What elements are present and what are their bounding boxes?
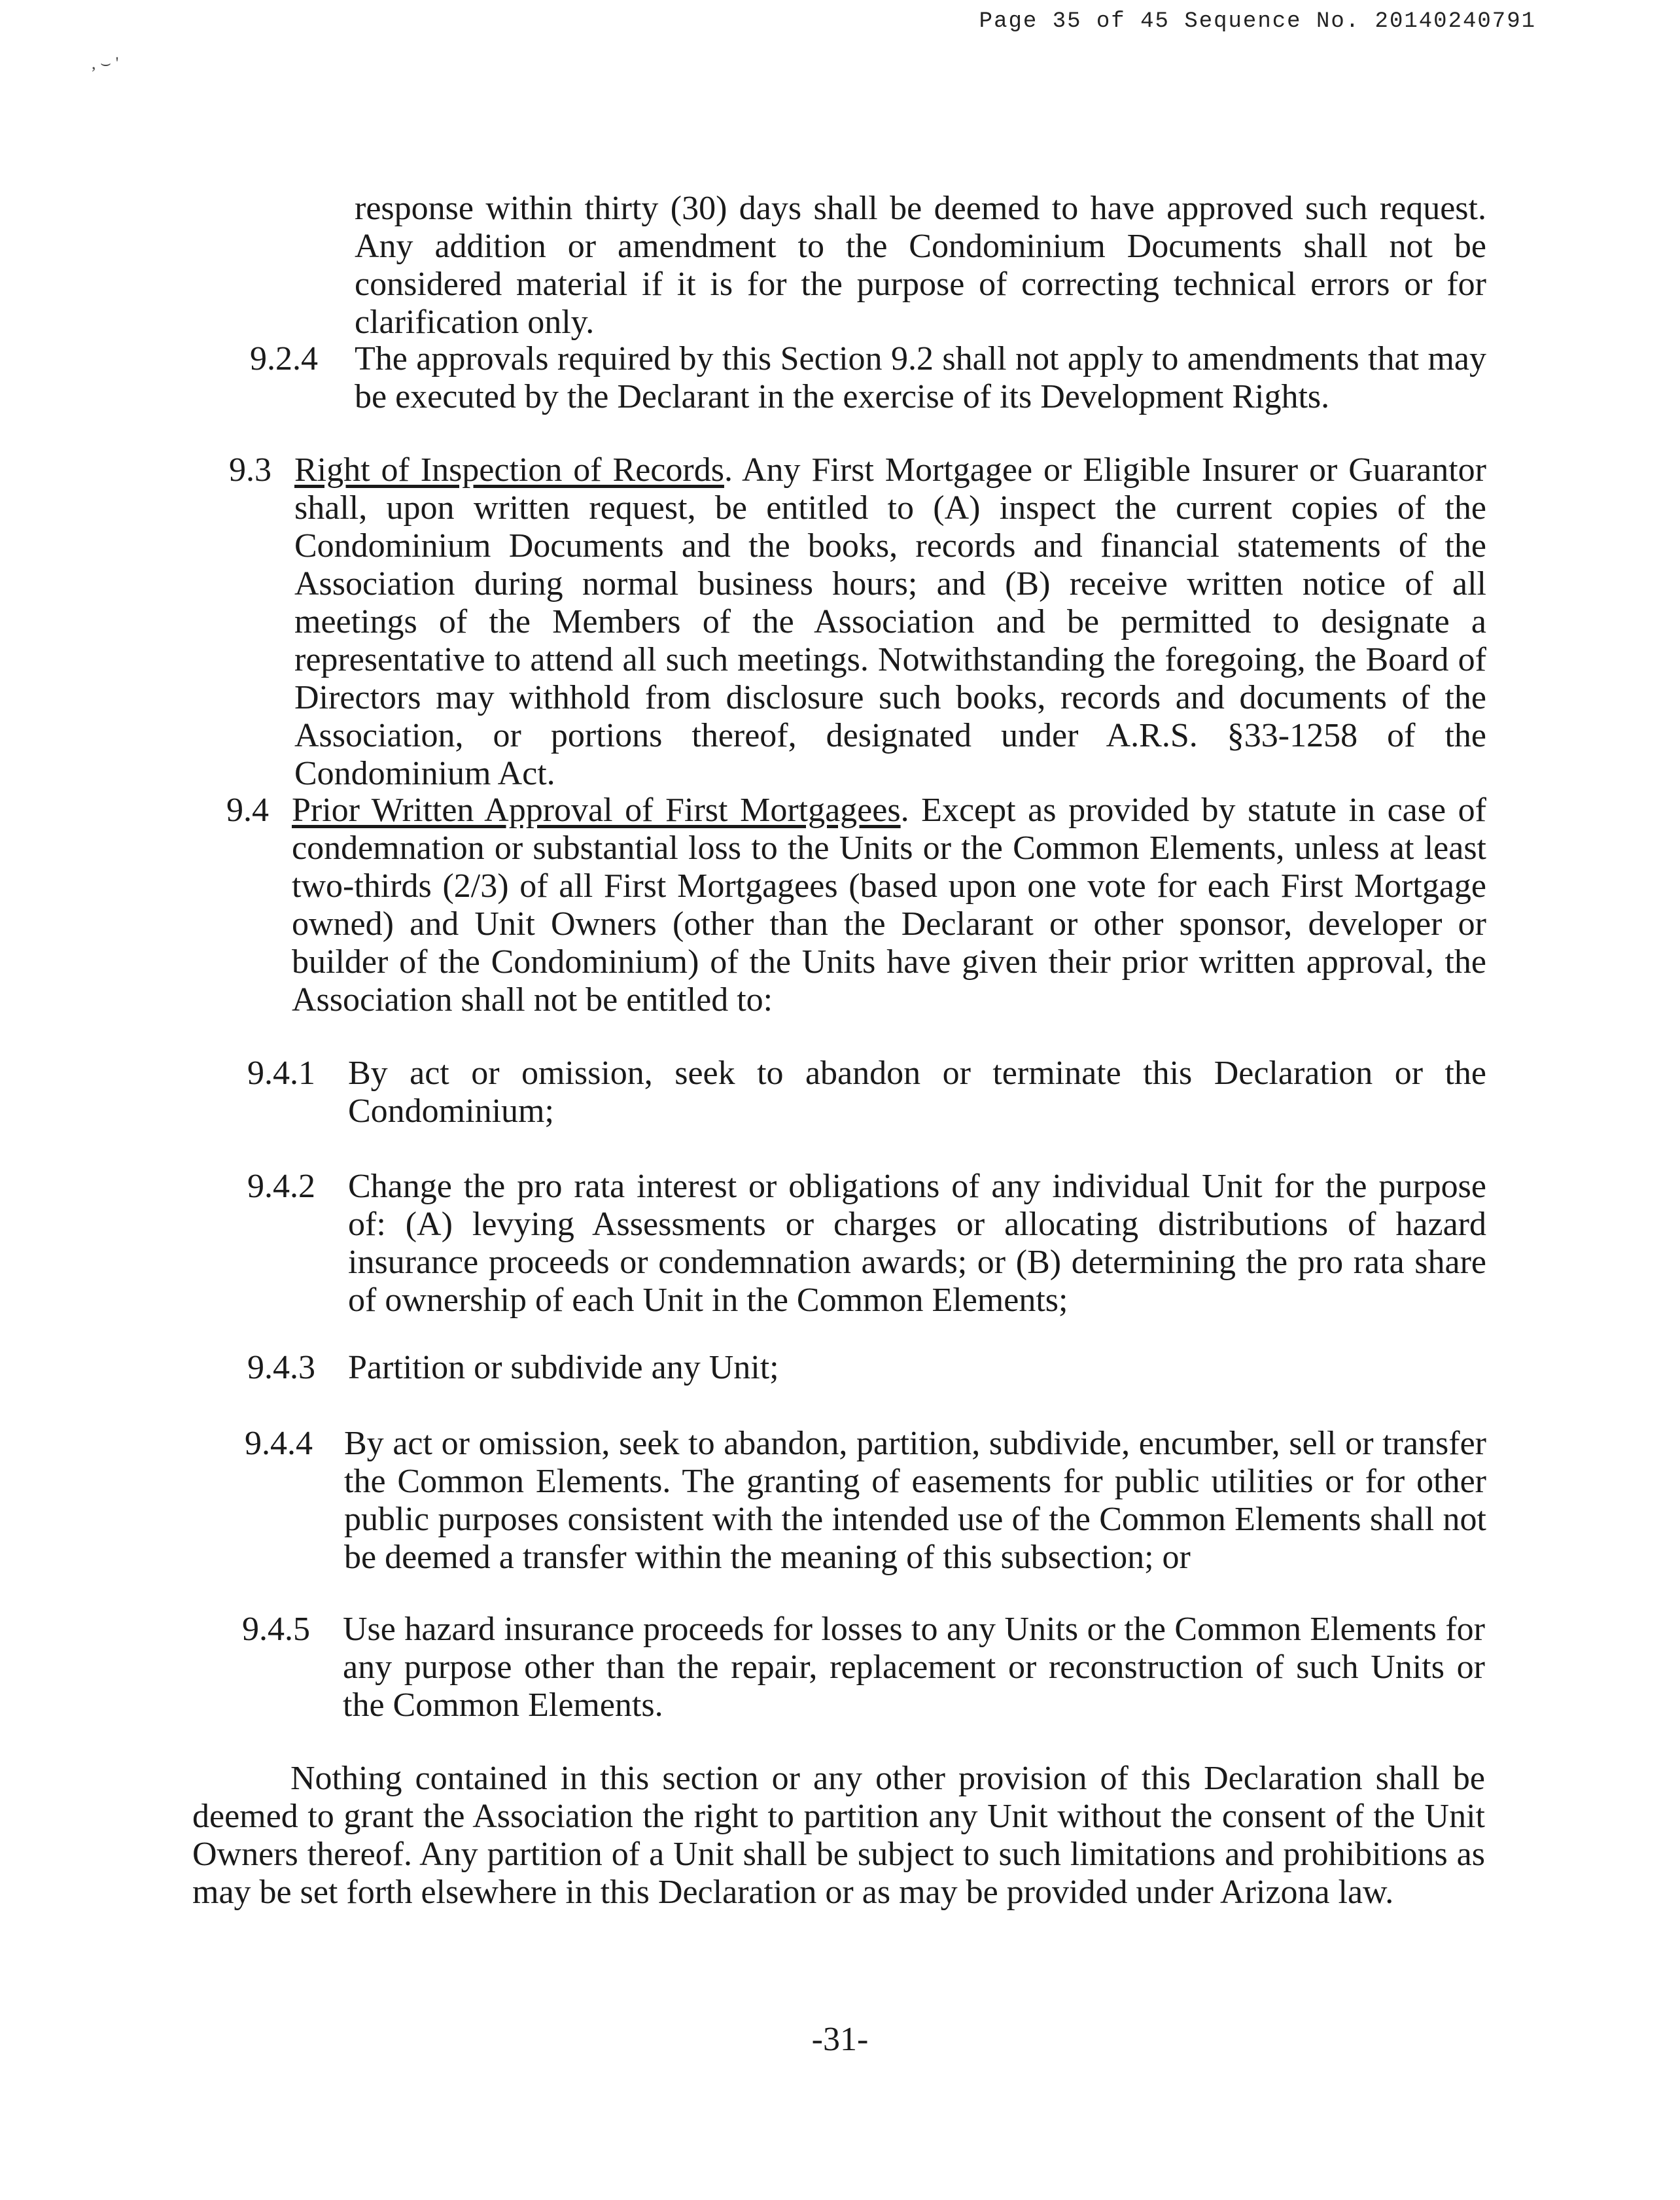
- section-number-9-3: 9.3: [229, 451, 271, 489]
- section-number-9-4: 9.4: [226, 792, 269, 829]
- section-9-3-body: Any First Mortgagee or Eligible Insurer or Guarantor shall, upon written request, be entitled to (A) inspect the current copies of the Condominium Documents and the books, records and financial statements of the Association during normal business hours; and (B) receive written notice of all meetings of the Members of the Association and be permitted to designate a representative to attend all such meetings. Notwithstanding the foregoing, the Board of Directors may withhold from disclosure such books, records and documents of the Association, or portions thereof, designated under A.R.S. §33-1258 of the Condominium Act.: [294, 451, 1486, 792]
- section-number-9-2-4: 9.2.4: [250, 340, 318, 377]
- section-number-9-4-1: 9.4.1: [247, 1055, 315, 1092]
- continuation-paragraph: [355, 190, 1486, 341]
- section-9-4-text: [292, 792, 1486, 1019]
- section-9-4-3-text: [348, 1349, 1486, 1387]
- page-sequence-header: Page 35 of 45 Sequence No. 20140240791: [979, 9, 1536, 34]
- section-9-4-4-text: [344, 1425, 1486, 1577]
- section-9-4-1-text: [348, 1055, 1486, 1130]
- scan-marks: , ⌣ ': [92, 54, 119, 73]
- closing-text: Nothing contained in this section or any other provision of this Declaration shall be deemed to grant the Association the right to partition any Unit without the consent of the Unit Owners thereof. Any partition of a Unit shall be subject to such limitations and prohibitions as may be set forth elsewhere in this Declaration or as may be provided under Arizona law.: [192, 1760, 1485, 1911]
- section-9-2-4-body: The approvals required by this Section 9.2 shall not apply to amendments that may be executed by the Declarant in the exercise of its Development Rights.: [355, 340, 1486, 415]
- closing-paragraph: [192, 1760, 1485, 1912]
- section-9-3-title-suffix: .: [724, 451, 733, 489]
- section-9-4-5-text: [343, 1611, 1485, 1724]
- section-9-4-title-suffix: .: [900, 792, 909, 829]
- section-number-9-4-5: 9.4.5: [242, 1611, 310, 1648]
- section-9-4-body: Except as provided by statute in case of condemnation or substantial loss to the Units or the Common Elements, unless at least two-thirds (2/3) of all First Mortgagees (based upon one vote for each First Mortgage owned) and Unit Owners (other than the Declarant or other sponsor, developer or builder of the Condominium) of the Units have given their prior written approval, the Association shall not be entitled to:: [292, 792, 1486, 1019]
- section-9-4-2-body: Change the pro rata interest or obligations of any individual Unit for the purpose of: (A) levying Assessments or charges or allocating distributions of hazard insurance proceeds or condemnation awards; or (B) determining the pro rata share of ownership of each Unit in the Common Elements;: [348, 1168, 1486, 1319]
- section-number-9-4-4: 9.4.4: [245, 1425, 313, 1462]
- section-number-9-4-2: 9.4.2: [247, 1168, 315, 1205]
- section-9-3-title: Right of Inspection of Records: [294, 451, 724, 489]
- page-number-footer: -31-: [811, 2021, 869, 2058]
- section-9-4-3-body: Partition or subdivide any Unit;: [348, 1349, 779, 1386]
- section-9-4-2-text: [348, 1168, 1486, 1319]
- section-9-2-4-text: [355, 340, 1486, 416]
- section-9-4-5-body: Use hazard insurance proceeds for losses to any Units or the Common Elements for any purpose other than the repair, replacement or reconstruction of such Units or the Common Elements.: [343, 1611, 1485, 1724]
- continuation-text: response within thirty (30) days shall be deemed to have approved such request. Any addition or amendment to the Condominium Documents shall not be considered material if it is for the purpose of correcting technical errors or for clarification only.: [355, 190, 1486, 341]
- section-9-3-text: [294, 451, 1486, 793]
- section-9-4-4-body: By act or omission, seek to abandon, partition, subdivide, encumber, sell or transfer the Common Elements. The granting of easements for public utilities or for other public purposes consistent with the intended use of the Common Elements shall not be deemed a transfer within the meaning of this subsection; or: [344, 1425, 1486, 1576]
- section-9-4-title: Prior Written Approval of First Mortgagees: [292, 792, 901, 829]
- section-number-9-4-3: 9.4.3: [247, 1349, 315, 1386]
- section-9-4-1-body: By act or omission, seek to abandon or terminate this Declaration or the Condominium;: [348, 1055, 1486, 1130]
